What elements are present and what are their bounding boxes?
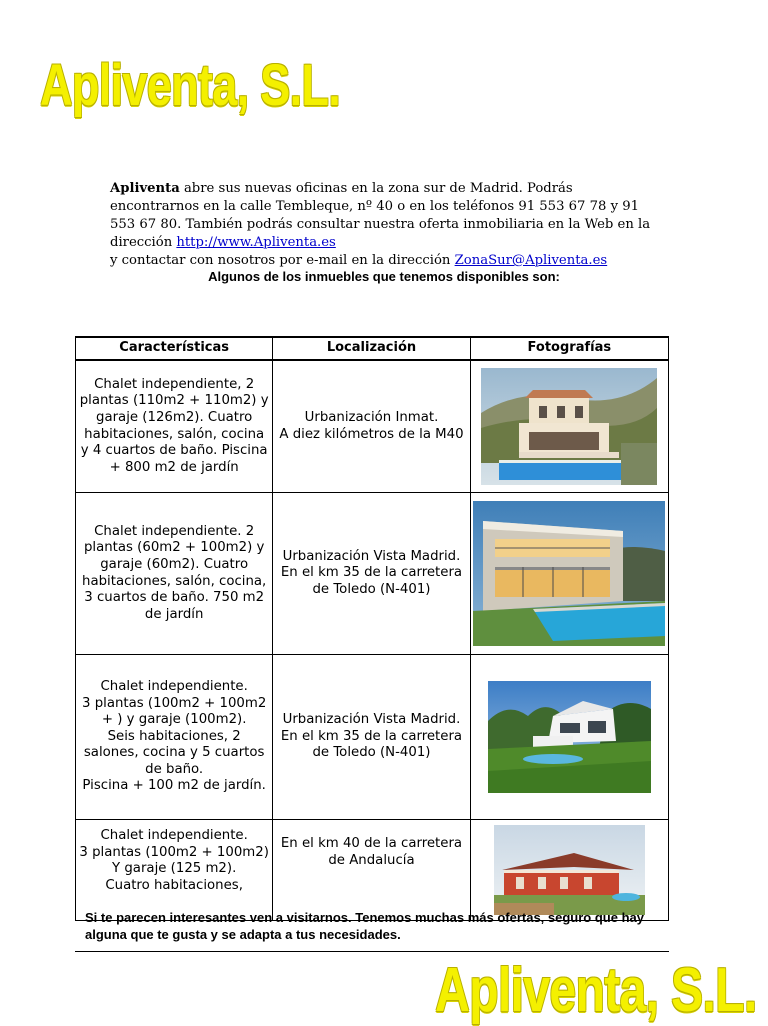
header-location: Localización <box>273 337 470 360</box>
intro-paragraph <box>110 180 665 270</box>
table-row <box>76 360 669 493</box>
location-text: Urbanización Inmat. A diez kilómetros de la M40 <box>279 409 464 442</box>
features-cell <box>76 820 273 921</box>
photo-cell <box>470 493 668 655</box>
features-text: Chalet independiente. 3 plantas (100m2 + 100m2 + ) y garaje (100m2). Seis habitaciones, 2 salones, cocina y 5 cuartos de baño. Piscina + 100 m2 de jardín. <box>82 678 267 794</box>
location-cell <box>273 493 470 655</box>
location-cell <box>273 820 470 921</box>
location-cell <box>273 655 470 820</box>
features-cell <box>76 655 273 820</box>
red-bungalow-photo <box>494 825 645 915</box>
footer-message: Si te parecen interesantes ven a visitarnos. Tenemos muchas más ofertas, seguro que hay alguna que te gusta y se adapta a tus necesidades. <box>85 910 644 942</box>
table-row <box>76 820 669 921</box>
table-row <box>76 655 669 820</box>
company-logo-bottom: Apliventa, S.L. <box>435 956 757 1025</box>
photo-cell <box>470 820 668 921</box>
company-name: Apliventa <box>110 181 180 196</box>
website-link[interactable]: http://www.Apliventa.es <box>176 235 336 250</box>
photo-cell <box>470 360 668 493</box>
email-link[interactable]: ZonaSur@Apliventa.es <box>454 253 608 268</box>
table-header-row <box>76 337 669 360</box>
features-text: Chalet independiente. 3 plantas (100m2 + 100m2) Y garaje (125 m2). Cuatro habitaciones, <box>79 828 269 893</box>
features-cell <box>76 360 273 493</box>
intro-text-2: y contactar con nosotros por e-mail en la dirección <box>110 253 455 268</box>
table-row <box>76 493 669 655</box>
location-cell <box>273 360 470 493</box>
header-photos: Fotografías <box>470 337 668 360</box>
modern-house-night-photo <box>473 501 665 646</box>
features-text: Chalet independiente, 2 plantas (110m2 + 110m2) y garaje (126m2). Cuatro habitaciones, salón, cocina y 4 cuartos de baño. Piscina + 800 m2 de jardín <box>79 376 269 475</box>
location-text: En el km 40 de la carretera de Andalucía <box>280 836 463 868</box>
features-cell <box>76 493 273 655</box>
location-text: Urbanización Vista Madrid. En el km 35 de la carretera de Toledo (N-401) <box>280 548 463 597</box>
white-house-lawn-photo <box>488 681 651 793</box>
villa-with-pool-photo <box>481 368 657 485</box>
divider-line <box>75 951 669 952</box>
intro-text-1: abre sus nuevas oficinas en la zona sur de Madrid. Podrás encontrarnos en la calle Tembleque, nº 40 o en los teléfonos 91 553 67 78 y 91 553 67 80. También podrás consultar nuestra oferta inmobiliaria en la Web en la dirección <box>110 181 651 250</box>
properties-table <box>75 336 669 921</box>
header-features: Características <box>76 337 273 360</box>
company-logo-top: Apliventa, S.L. <box>40 53 341 118</box>
listings-heading: Algunos de los inmuebles que tenemos disponibles son: <box>208 269 560 284</box>
features-text: Chalet independiente. 2 plantas (60m2 + 100m2) y garaje (60m2). Cuatro habitaciones, salón, cocina, 3 cuartos de baño. 750 m2 de jardín <box>82 523 267 622</box>
photo-cell <box>470 655 668 820</box>
location-text: Urbanización Vista Madrid. En el km 35 de la carretera de Toledo (N-401) <box>280 712 463 761</box>
